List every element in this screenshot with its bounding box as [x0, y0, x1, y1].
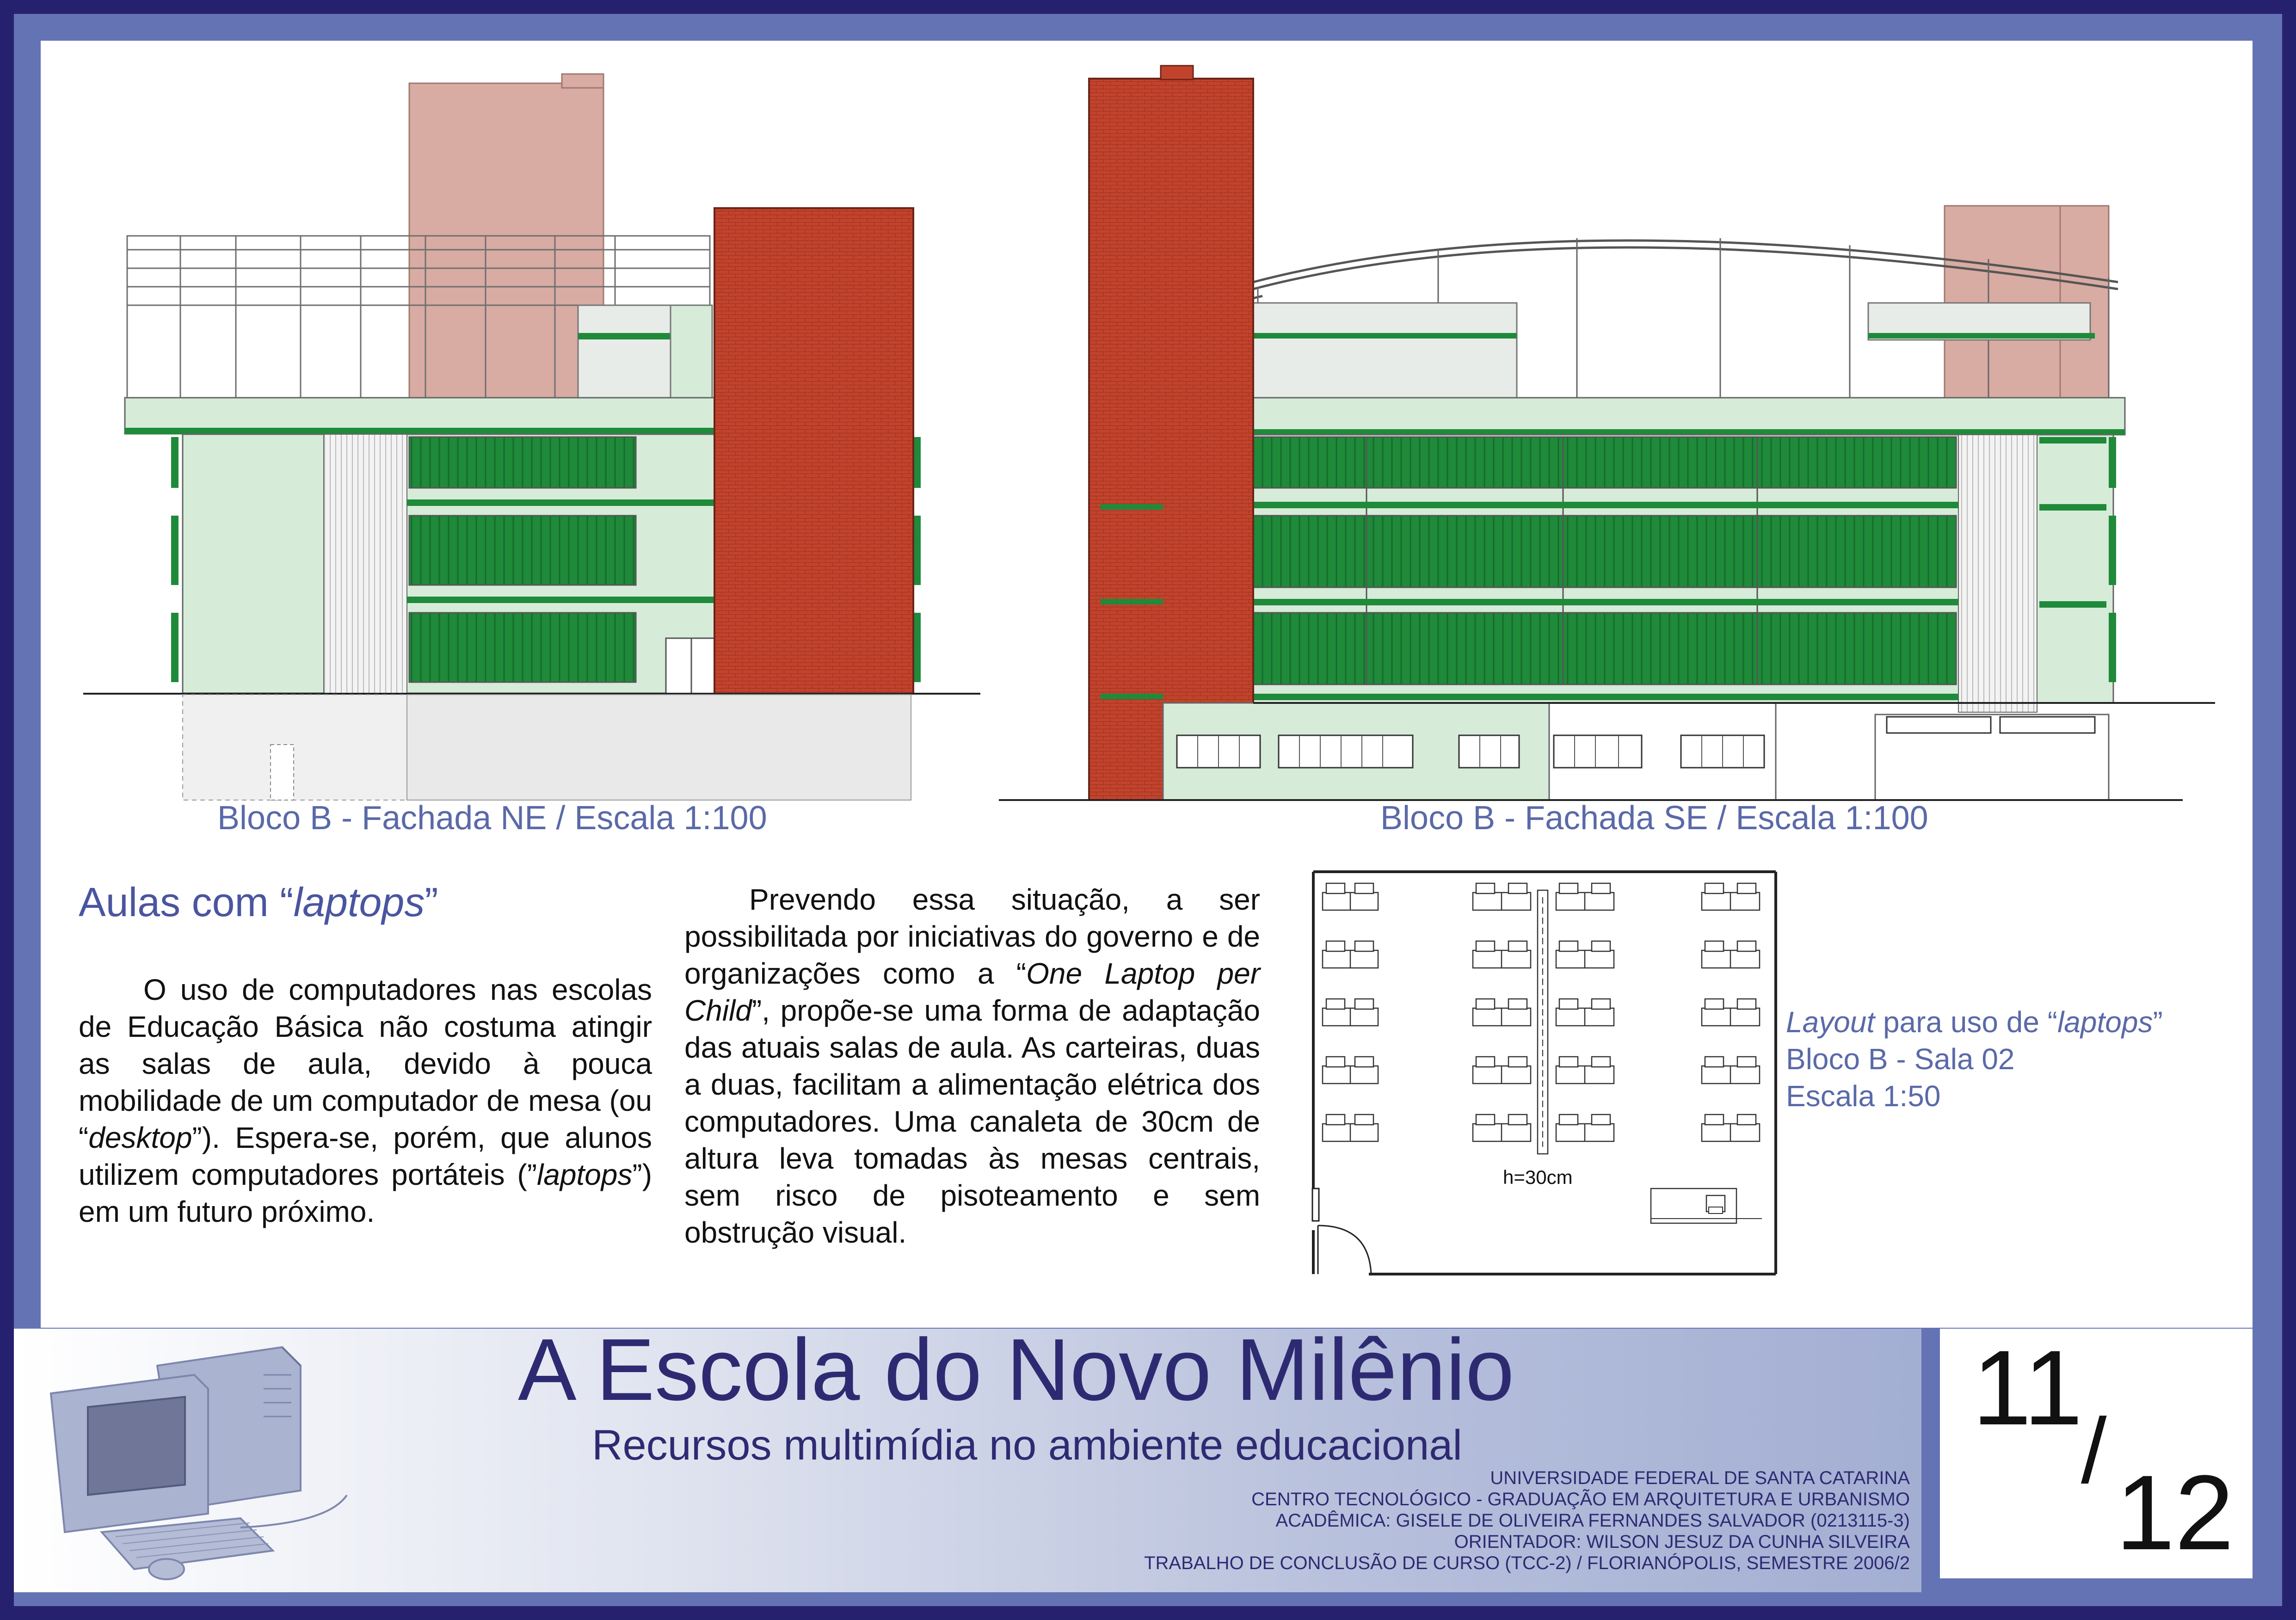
paragraph-intro-text: O uso de computadores nas escolas de Educação Básica não costuma atingir as salas de aula, devido à pouca mobilidade de um computador de mesa (ou “ [79, 973, 652, 1154]
paragraph-proposal-text-2: ”, propõe-se uma forma de adaptação das atuais salas de aula. As carteiras, duas a duas, facilitam a alimentação elétrica dos computadores. Uma canaleta de 30cm de altura leva tomadas às mesas centrais, sem risco de pisoteamento e sem obstrução visual. [684, 994, 1260, 1249]
caption-facade-ne: Bloco B - Fachada NE / Escala 1:100 [217, 800, 767, 837]
main-title: A Escola do Novo Milênio [518, 1321, 1514, 1419]
plan-caption-line3: Escala 1:50 [1786, 1079, 1941, 1113]
page-number-box [1940, 1329, 2253, 1578]
plan-caption-line1 [1786, 1004, 2163, 1041]
page-current: 11 [1972, 1328, 2083, 1447]
plan-caption-line2: Bloco B - Sala 02 [1786, 1042, 2015, 1076]
caption-facade-se: Bloco B - Fachada SE / Escala 1:100 [1380, 800, 1928, 837]
subtitle: Recursos multimídia no ambiente educacional [592, 1422, 1462, 1469]
credit-university: UNIVERSIDADE FEDERAL DE SANTA CATARINA [1490, 1468, 1910, 1488]
section-heading [79, 879, 438, 926]
plan-caption-mid: para uso de “ [1875, 1005, 2058, 1039]
paragraph-intro-laptops: laptops [537, 1158, 633, 1191]
page-slash: / [2081, 1399, 2107, 1503]
paragraph-proposal-text: Prevendo essa situação, a ser possibilitada por iniciativas do governo e de organizações como a “ [684, 883, 1260, 990]
paragraph-intro-desktop: desktop [88, 1121, 192, 1154]
credits-block [1144, 1467, 1910, 1574]
classroom-layout-plan [1309, 865, 1794, 1281]
plan-caption-laptops: laptops [2057, 1005, 2153, 1039]
credit-advisor: ORIENTADOR: WILSON JESUZ DA CUNHA SILVEIRA [1454, 1532, 1910, 1552]
paragraph-intro-text-3: ”) em um futuro próximo. [79, 1158, 652, 1228]
paragraph-intro [79, 971, 652, 1230]
page-total: 12 [2116, 1453, 2234, 1572]
heading-italic: laptops [293, 879, 425, 925]
credit-student: ACADÊMICA: GISELE DE OLIVEIRA FERNANDES SALVADOR (0213115-3) [1275, 1510, 1910, 1531]
heading-prefix: Aulas com “ [79, 879, 294, 925]
paragraph-proposal [684, 881, 1260, 1251]
title-band [14, 1321, 1921, 1592]
heading-suffix: ” [425, 879, 438, 925]
credit-center: CENTRO TECNOLÓGICO - GRADUAÇÃO EM ARQUITETURA E URBANISMO [1251, 1489, 1910, 1509]
computer-illustration [42, 1338, 458, 1588]
plan-caption-layout: Layout [1786, 1005, 1875, 1039]
raceway-height-label: h=30cm [1503, 1166, 1573, 1188]
credit-course: TRABALHO DE CONCLUSÃO DE CURSO (TCC-2) / FLORIANÓPOLIS, SEMESTRE 2006/2 [1144, 1553, 1910, 1573]
facade-ne-drawing [79, 69, 980, 809]
paragraph-intro-text-2: ”). Espera-se, porém, que alunos utilizem computadores portáteis (” [79, 1121, 652, 1191]
facade-se-drawing [994, 60, 2220, 809]
plan-caption-end: ” [2153, 1005, 2163, 1039]
plan-caption [1786, 1004, 2163, 1115]
paragraph-proposal-olpc: One Laptop per Child [684, 957, 1261, 1027]
